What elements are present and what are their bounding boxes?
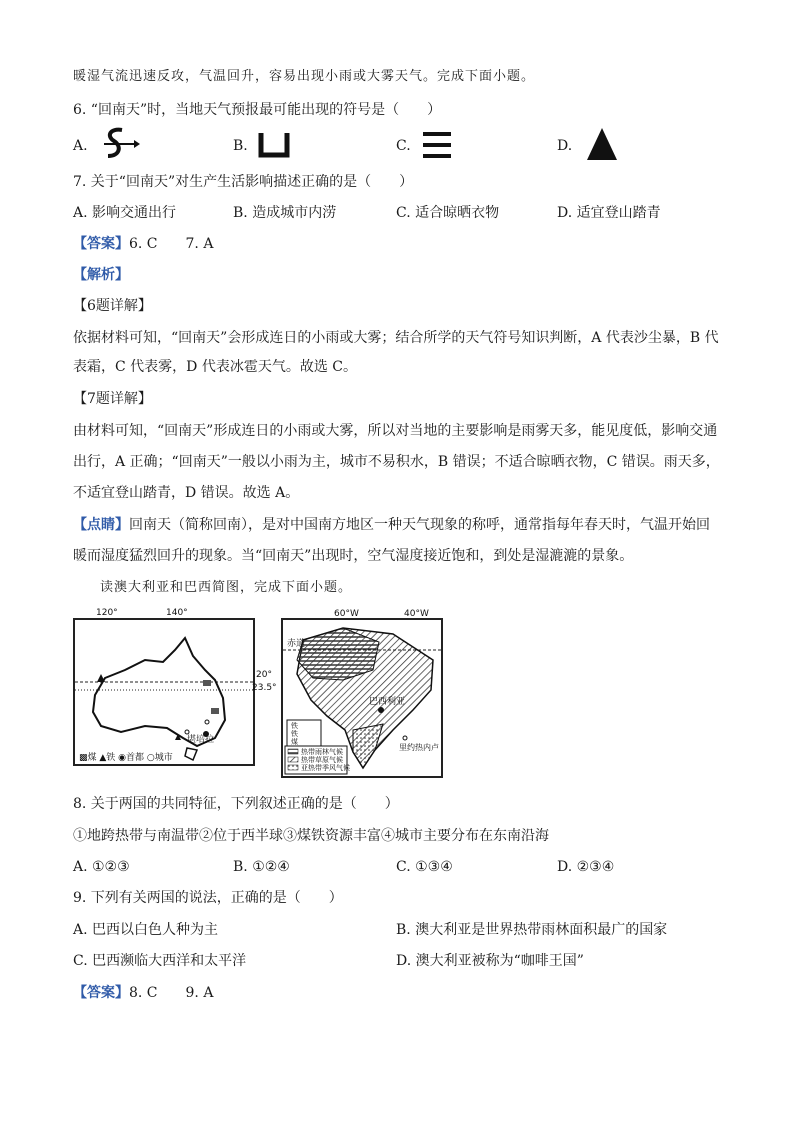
answer-line-2 [73, 983, 213, 1003]
climate-item-2: 热带草原气候 [301, 756, 343, 764]
q6-detail-line-1: 依据材料可知，“回南天”会形成连日的小雨或大雾；结合所学的天气符号知识判断，A 代表沙尘暴，B 代 [73, 330, 719, 346]
sandstorm-icon [100, 126, 140, 166]
answer-line-1 [73, 234, 213, 254]
q9-option-c: C. 巴西濒临大西洋和太平洋 [73, 953, 247, 969]
rio-label: 里约热内卢 [399, 743, 439, 752]
question-9-stem: 9. 下列有关两国的说法，正确的是（ ） [73, 890, 343, 906]
q8-option-c: C. ①③④ [396, 859, 453, 875]
question-8-stem: 8. 关于两国的共同特征，下列叙述正确的是（ ） [73, 796, 399, 812]
q6-detail-heading: 【6题详解】 [73, 298, 152, 314]
map-intro: 读澳大利亚和巴西简图，完成下面小题。 [100, 580, 353, 595]
australia-legend: ▩煤 ▲铁 ◉首都 ○城市 [79, 753, 173, 763]
note-text-1: 回南天（简称回南），是对中国南方地区一种天气现象的称呼，通常指每年春天时，气温开始回 [129, 517, 710, 533]
answer-tag-2: 【答案】 [73, 985, 129, 1001]
legend-item-1: 铁 [291, 722, 298, 730]
analysis-heading [73, 265, 129, 285]
q9-option-b: B. 澳大利亚是世界热带雨林面积最广的国家 [396, 922, 668, 938]
q7-detail-line-3: 不适宜登山踏青，D 错误。故选 A。 [73, 485, 300, 501]
climate-item-1: 热带雨林气候 [301, 748, 343, 756]
lon-60w-label: 60°W [334, 609, 359, 619]
canberra-label: 堪培拉 [187, 735, 215, 745]
answer-tag: 【答案】 [73, 236, 129, 252]
australia-map [73, 618, 255, 766]
lat-23-5-label: 23.5° [252, 683, 277, 693]
intro-text: 暖湿气流迅速反攻，气温回升，容易出现小雨或大雾天气。完成下面小题。 [73, 69, 536, 84]
q8-option-b: B. ①②④ [233, 859, 290, 875]
q8-option-a: A. ①②③ [73, 859, 130, 875]
q6-option-c-label: C. [396, 138, 411, 154]
climate-item-3: 亚热带季风气候 [301, 764, 350, 772]
note-line-2: 暖而湿度猛烈回升的现象。当“回南天”出现时，空气湿度接近饱和，到处是湿漉漉的景象。 [73, 548, 634, 564]
analysis-tag: 【解析】 [73, 267, 129, 283]
q7-detail-heading: 【7题详解】 [73, 391, 152, 407]
frost-icon [258, 131, 290, 163]
brazil-resource-legend [291, 722, 298, 746]
q7-option-b: B. 造成城市内涝 [233, 205, 337, 221]
lat-20-label: 20° [256, 670, 272, 680]
q6-option-a-label: A. [73, 138, 88, 154]
q6-option-d-label: D. [557, 138, 573, 154]
answer-text: 6. C 7. A [129, 236, 214, 252]
q7-option-d: D. 适宜登山踏青 [557, 205, 661, 221]
brazil-map [281, 618, 443, 778]
brasilia-label: 巴西利亚 [369, 697, 406, 707]
hail-icon [585, 126, 619, 166]
q7-option-a: A. 影响交通出行 [73, 205, 177, 221]
brazil-climate-legend [301, 748, 350, 772]
legend-item-2: 铁 [291, 730, 298, 738]
lon-120-label: 120° [96, 608, 118, 618]
legend-item-3: 煤 [291, 738, 298, 746]
q6-option-b-label: B. [233, 138, 248, 154]
lon-40w-label: 40°W [404, 609, 429, 619]
q8-option-d: D. ②③④ [557, 859, 615, 875]
q9-option-a: A. 巴西以白色人种为主 [73, 922, 219, 938]
note-line-1 [73, 515, 710, 535]
q7-detail-line-1: 由材料可知，“回南天”形成连日的小雨或大雾，所以对当地的主要影响是雨雾天多，能见度低，影响交通 [73, 423, 718, 439]
fog-icon [423, 130, 453, 164]
equator-label: 赤道 [287, 639, 306, 649]
answer-text-2: 8. C 9. A [129, 985, 214, 1001]
q9-option-d: D. 澳大利亚被称为“咖啡王国” [396, 953, 584, 969]
q7-option-c: C. 适合晾晒衣物 [396, 205, 500, 221]
lon-140-label: 140° [166, 608, 188, 618]
question-8-items: ①地跨热带与南温带②位于西半球③煤铁资源丰富④城市主要分布在东南沿海 [73, 828, 549, 844]
question-6-stem: 6. “回南天”时，当地天气预报最可能出现的符号是（ ） [73, 102, 442, 118]
question-7-stem: 7. 关于“回南天”对生产生活影响描述正确的是（ ） [73, 174, 414, 190]
note-tag: 【点睛】 [73, 517, 129, 533]
q6-detail-line-2: 表霜，C 代表雾，D 代表冰雹天气。故选 C。 [73, 359, 357, 375]
q7-detail-line-2: 出行，A 正确；“回南天”一般以小雨为主，城市不易积水，B 错误；不适合晾晒衣物，C 错误。雨天多， [73, 454, 720, 470]
